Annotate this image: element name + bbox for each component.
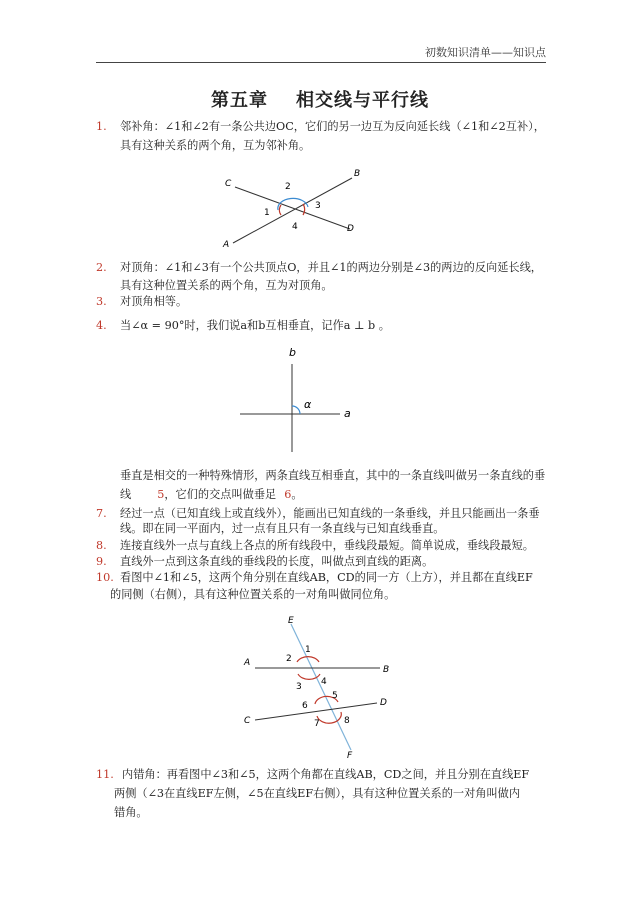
label-alpha: α	[304, 398, 312, 411]
item-text: 具有这种关系的两个角，互为邻补角。	[120, 139, 311, 152]
label-6: 6	[302, 701, 308, 711]
label-a: A	[244, 658, 251, 668]
item-text: 直线外一点到这条直线的垂线段的长度，叫做点到直线的距离。	[120, 555, 434, 568]
label-3: 3	[315, 201, 321, 211]
item-text: 看图中∠1和∠5，这两个角分别在直线AB，CD的同一方（上方），并且都在直线EF	[120, 571, 533, 584]
label-b: B	[354, 169, 361, 179]
item-text: 线 5，它们的交点叫做垂足 6。	[120, 488, 303, 501]
item-number: 9.	[96, 555, 107, 568]
label-f: F	[347, 751, 353, 761]
item-text: 具有这种位置关系的两个角，互为对顶角。	[120, 279, 333, 292]
label-2: 2	[285, 182, 291, 192]
item-number: 4.	[96, 319, 107, 332]
item-text: 线。即在同一平面内，过一点有且只有一条直线与已知直线垂直。	[120, 522, 445, 535]
label-e: E	[288, 616, 294, 626]
line-cd	[255, 703, 377, 720]
chapter-title	[0, 86, 640, 112]
label-3: 3	[296, 682, 302, 692]
figure-adjacent-angles	[215, 165, 365, 255]
item-number: 1.	[96, 120, 107, 133]
blank-6: 6	[284, 488, 292, 501]
angle-arc-1	[279, 205, 281, 215]
item-text: 邻补角：∠1和∠2有一条公共边OC，它们的另一边互为反向延长线（∠1和∠2互补），	[120, 120, 545, 133]
item-text: 错角。	[114, 806, 148, 819]
item-number: 7.	[96, 507, 107, 520]
item-number: 11.	[96, 768, 114, 781]
item-text: 垂直是相交的一种特殊情形，两条直线互相垂直，其中的一条直线叫做另一条直线的垂	[120, 469, 546, 482]
label-d: D	[380, 698, 387, 708]
label-c: C	[225, 179, 232, 189]
label-a: a	[344, 407, 351, 420]
label-1: 1	[305, 645, 311, 655]
item-text: 的同侧（右侧），具有这种位置关系的一对角叫做同位角。	[110, 588, 396, 601]
item-number: 8.	[96, 539, 107, 552]
label-a: A	[223, 240, 230, 250]
figure-perpendicular	[230, 342, 370, 462]
label-2: 2	[286, 654, 292, 664]
item-text: 连接直线外一点与直线上各点的所有线段中，垂线段最短。简单说成，垂线段最短。	[120, 539, 534, 552]
item-number: 2.	[96, 261, 107, 274]
label-8: 8	[344, 716, 350, 726]
item-text: 对顶角相等。	[120, 295, 188, 308]
angle-alpha-arc	[292, 406, 300, 414]
item-text: 当∠α = 90°时，我们说a和b互相垂直，记作a ⊥ b 。	[120, 319, 390, 332]
line-ab	[233, 178, 352, 243]
label-b: B	[383, 665, 390, 675]
figure-transversal	[235, 612, 410, 762]
label-4: 4	[292, 222, 298, 232]
label-d: D	[347, 224, 354, 234]
label-c: C	[244, 716, 251, 726]
label-4: 4	[321, 677, 327, 687]
item-text: 内错角：再看图中∠3和∠5，这两个角都在直线AB，CD之间，并且分别在直线EF	[122, 768, 530, 781]
blank-5: 5	[157, 488, 165, 501]
angle-arc-3	[303, 204, 305, 215]
item-text: 经过一点（已知直线上或直线外），能画出已知直线的一条垂线，并且只能画出一条垂	[120, 507, 540, 520]
item-number: 3.	[96, 295, 107, 308]
label-b: b	[289, 346, 296, 359]
chapter-name: 相交线与平行线	[296, 90, 429, 111]
chapter-number: 第五章	[211, 90, 268, 111]
label-7: 7	[314, 719, 320, 729]
label-5: 5	[332, 691, 338, 701]
item-text: 对顶角：∠1和∠3有一个公共顶点O，并且∠1的两边分别是∠3的两边的反向延长线，	[120, 261, 542, 274]
label-1: 1	[264, 208, 270, 218]
item-text: 两侧（∠3在直线EF左侧，∠5在直线EF右侧），具有这种位置关系的一对角叫做内	[114, 787, 521, 800]
header-text: 初数知识清单——知识点	[425, 46, 546, 59]
item-number: 10.	[96, 571, 114, 584]
page-header	[96, 44, 546, 63]
